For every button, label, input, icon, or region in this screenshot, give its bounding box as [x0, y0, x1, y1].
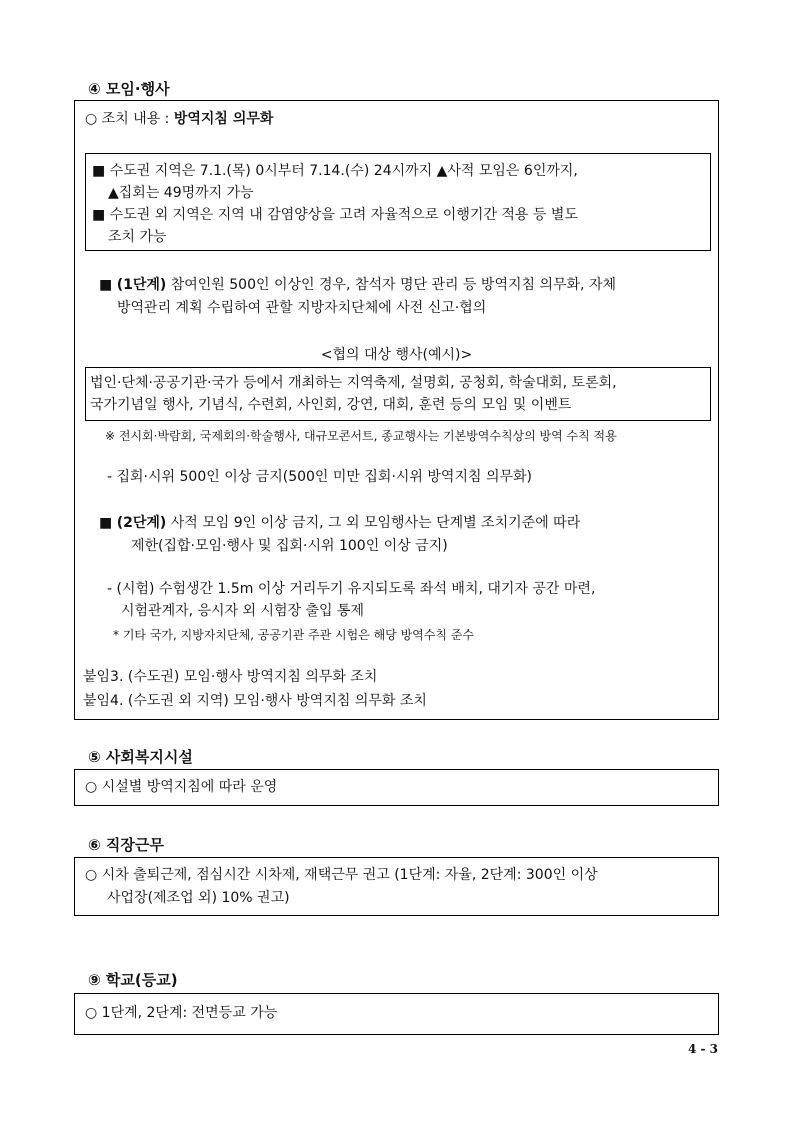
stage1-line-2: 방역관리 계획 수립하여 관할 지방자치단체에 사전 신고·협의 [117, 300, 487, 316]
measure-bold: 방역지침 의무화 [173, 111, 274, 127]
notice-line-2: ▲집회는 49명까지 가능 [108, 185, 254, 201]
example-box [85, 367, 711, 421]
section-box-gatherings [74, 100, 719, 720]
stage2-bullet: ■ [99, 515, 117, 531]
notice-line-1: ■ 수도권 지역은 7.1.(목) 0시부터 7.14.(수) 24시까지 ▲사적 모임은 6인까지, [92, 163, 578, 179]
attachment-4: 붙임4. (수도권 외 지역) 모임·행사 방역지침 의무화 조치 [83, 693, 427, 709]
measure-prefix: ○ 조치 내용 : [85, 111, 174, 127]
section-title-workplace: ⑥ 직장근무 [88, 836, 164, 854]
workplace-line-1: ○ 시차 출퇴근제, 점심시간 시차제, 재택근무 권고 (1단계: 자율, 2단계: 300인 이상 [85, 867, 598, 883]
section-box-school [74, 993, 719, 1035]
exam-line-2: 시험관계자, 응시자 외 시험장 출입 통제 [121, 603, 365, 619]
page-number: 4 - 3 [687, 1042, 718, 1056]
measure-line [85, 109, 273, 130]
stage2-text: 사적 모임 9인 이상 금지, 그 외 모임행사는 단계별 조치기준에 따라 [166, 515, 581, 531]
rally-line: - 집회·시위 500인 이상 금지(500인 미만 집회·시위 방역지침 의무화) [107, 469, 532, 485]
workplace-line-2: 사업장(제조업 외) 10% 권고) [107, 890, 290, 906]
section-title-school: ⑨ 학교(등교) [88, 971, 178, 989]
attachment-3: 붙임3. (수도권) 모임·행사 방역지침 의무화 조치 [83, 669, 378, 685]
school-line: ○ 1단계, 2단계: 전면등교 가능 [85, 1005, 278, 1021]
stage2-line-1 [99, 513, 580, 534]
section-title-gatherings: ④ 모임·행사 [88, 80, 170, 98]
stage2-label: (2단계) [116, 515, 167, 531]
example-title: <협의 대상 행사(예시)> [320, 347, 473, 363]
example-line-1: 법인·단체·공공기관·국가 등에서 개최하는 지역축제, 설명회, 공청회, 학술대회, 토론회, [90, 375, 617, 391]
example-line-2: 국가기념일 행사, 기념식, 수련회, 사인회, 강연, 대회, 훈련 등의 모임 및 이벤트 [90, 397, 572, 413]
exam-note: * 기타 국가, 지방자치단체, 공공기관 주관 시험은 해당 방역수칙 준수 [113, 628, 474, 642]
stage1-bullet: ■ [99, 277, 117, 293]
section-title-welfare: ⑤ 사회복지시설 [88, 748, 193, 766]
section-box-workplace [74, 857, 719, 916]
section-box-welfare [74, 769, 719, 806]
stage1-line-1 [99, 275, 616, 296]
exam-line-1: - (시험) 수험생간 1.5m 이상 거리두기 유지되도록 좌석 배치, 대기자 공간 마련, [107, 581, 596, 597]
notice-line-3: ■ 수도권 외 지역은 지역 내 감염양상을 고려 자율적으로 이행기간 적용 등 별도 [92, 207, 578, 223]
stage1-label: (1단계) [116, 277, 167, 293]
notice-line-4: 조치 가능 [108, 229, 167, 245]
welfare-line: ○ 시설별 방역지침에 따라 운영 [85, 779, 278, 795]
stage1-text: 참여인원 500인 이상인 경우, 참석자 명단 관리 등 방역지침 의무화, 자체 [166, 277, 617, 293]
stage2-line-2: 제한(집합·모임·행사 및 집회·시위 100인 이상 금지) [131, 538, 448, 554]
exhibition-note: ※ 전시회·박람회, 국제회의·학술행사, 대규모콘서트, 종교행사는 기본방역수칙상의 방역 수칙 적용 [105, 429, 617, 443]
notice-box [85, 153, 711, 251]
